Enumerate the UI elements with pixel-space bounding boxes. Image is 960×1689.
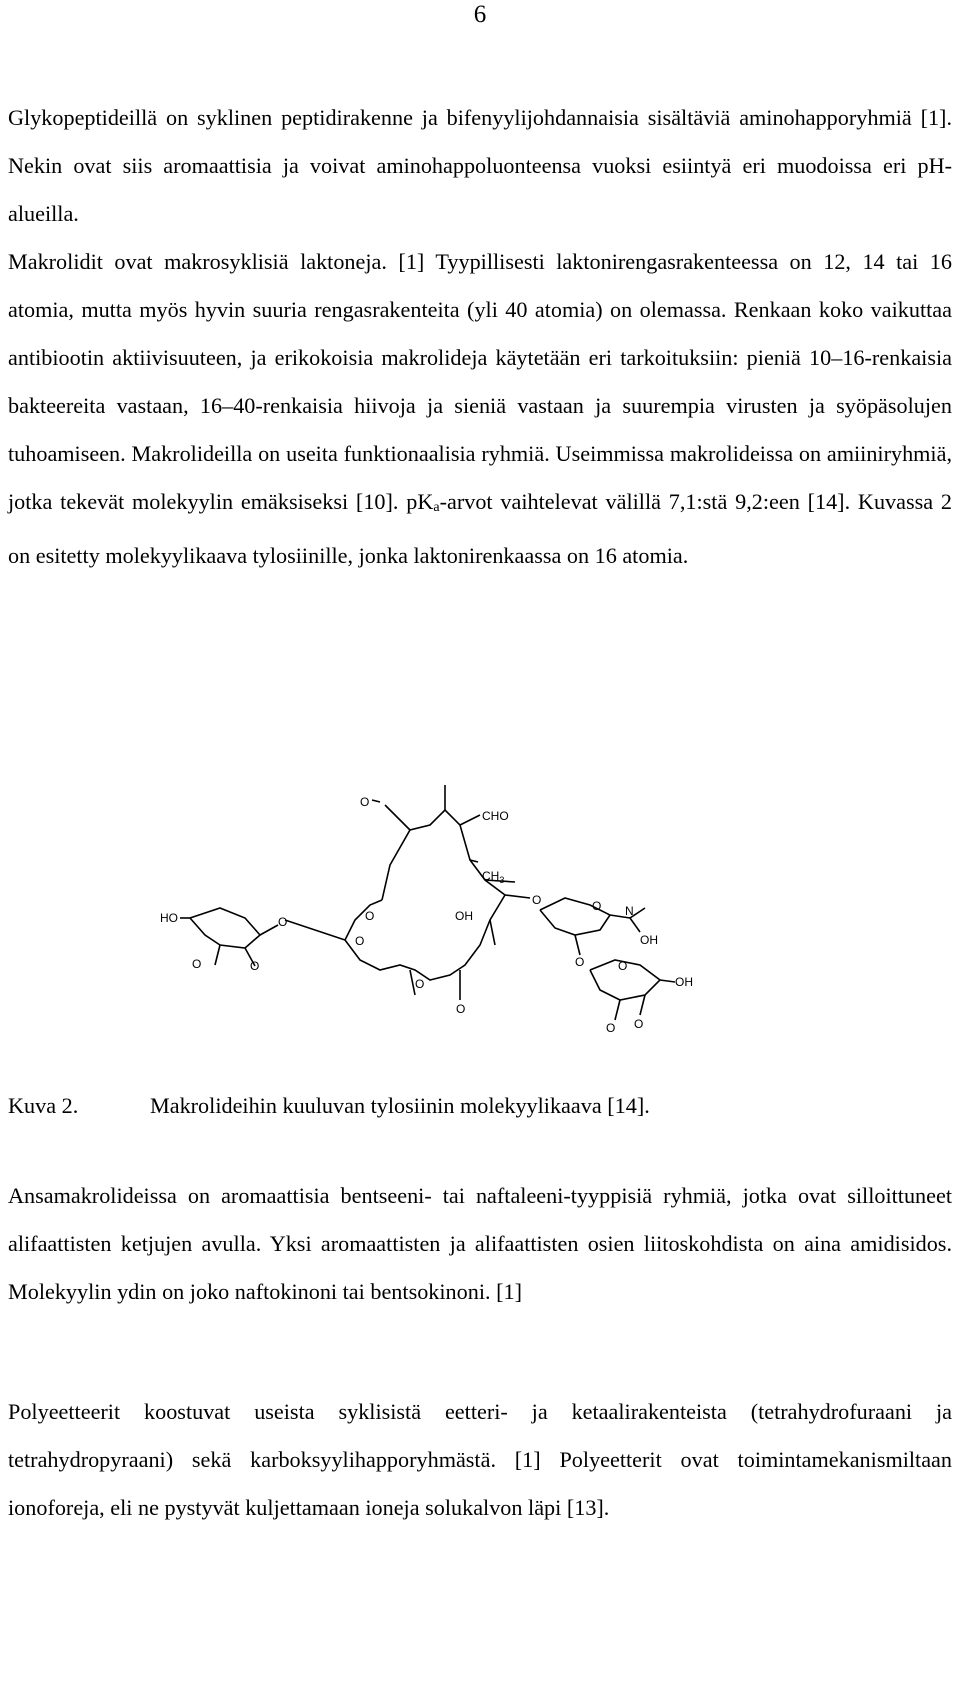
atom-label: 3 xyxy=(499,875,505,885)
atom-label: O xyxy=(592,899,602,913)
tylosin-structure-drawing xyxy=(160,770,760,1040)
atom-label: CH xyxy=(482,869,500,883)
paragraph-makrolidit-part-b: -arvot vaihtelevat välillä 7,1:stä 9,2:een [14]. Kuvassa 2 on esitetty molekyylikaava tylosiinille, jonka laktonirenkaassa on 16 atomia. xyxy=(8,489,952,568)
paragraph-glykopeptidit: Glykopeptideillä on syklinen peptidirakenne ja bifenyylijohdannaisia sisältäviä aminohapporyhmiä [1]. Nekin ovat siis aromaattisia ja voivat aminohappoluonteensa vuoksi esiintyä eri muodoissa eri pH-alueilla. xyxy=(8,105,952,226)
atom-label: HO xyxy=(160,911,178,925)
atom-label: OH xyxy=(640,933,658,947)
paragraph-polyeetterit: Polyeetteerit koostuvat useista syklisistä eetteri- ja ketaalirakenteista (tetrahydrofuraani ja tetrahydropyraani) sekä karboksyylihapporyhmästä. [1] Polyeetterit ovat toimintamekanismiltaan ionoforeja, eli ne pystyvät kuljettamaan ioneja solukalvon läpi [13]. xyxy=(8,1399,952,1520)
atom-label: O xyxy=(456,1002,466,1016)
paragraph-ansamakrolidit: Ansamakrolideissa on aromaattisia bentseeni- tai naftaleeni-tyyppisiä ryhmiä, jotka ovat silloittuneet alifaattisten ketjujen avulla. Yksi aromaattisten ja alifaattisten osien liitoskohdista on aina amidisidos. Molekyylin ydin on joko naftokinoni tai bentsokinoni. [1] xyxy=(8,1183,952,1304)
atom-label: O xyxy=(618,959,628,973)
caption-text: Makrolideihin kuuluvan tylosiinin molekyylikaava [14]. xyxy=(150,1093,650,1118)
atom-label: O xyxy=(575,955,585,969)
atom-label: O xyxy=(634,1017,644,1031)
atom-label: CHO xyxy=(482,809,509,823)
atom-label: O xyxy=(355,934,365,948)
atom-label: O xyxy=(365,909,375,923)
pka-subscript: a xyxy=(433,500,440,515)
atom-label: O xyxy=(606,1021,616,1035)
atom-label: O xyxy=(532,893,542,907)
atom-label: O xyxy=(250,959,260,973)
atom-label xyxy=(482,869,504,885)
caption-label: Kuva 2. xyxy=(8,1093,79,1118)
atom-label: O xyxy=(278,915,288,929)
atom-label: O xyxy=(415,977,425,991)
paragraph-makrolidit xyxy=(8,238,952,580)
atom-label: OH xyxy=(675,975,693,989)
figure-caption xyxy=(8,1082,650,1130)
tylosin-structure-figure xyxy=(160,770,760,1040)
paragraph-makrolidit-part-a: Makrolidit ovat makrosyklisiä laktoneja. [1] Tyypillisesti laktonirengasrakenteessa on 12, 14 tai 16 atomia, mutta myös hyvin suuria rengasrakenteita (yli 40 atomia) on olemassa. Renkaan koko vaikuttaa antibiootin aktiivisuuteen, ja erikokoisia makrolideja käytetään eri tarkoituksiin: pieniä 10–16-renkaisia bakteereita vastaan, 16–40-renkaisia hiivoja ja sieniä vastaan ja suurempia virusten ja syöpäsolujen tuhoamiseen. Makrolideilla on useita funktionaalisia ryhmiä. Useimmissa makrolideissa on amiiniryhmiä, jotka tekevät molekyylin emäksiseksi [10]. pK xyxy=(8,249,952,514)
atom-label: N xyxy=(625,904,634,918)
atom-label: O xyxy=(192,957,202,971)
atom-label: OH xyxy=(455,909,473,923)
atom-label: O xyxy=(360,795,370,809)
page-number: 6 xyxy=(473,1,487,28)
